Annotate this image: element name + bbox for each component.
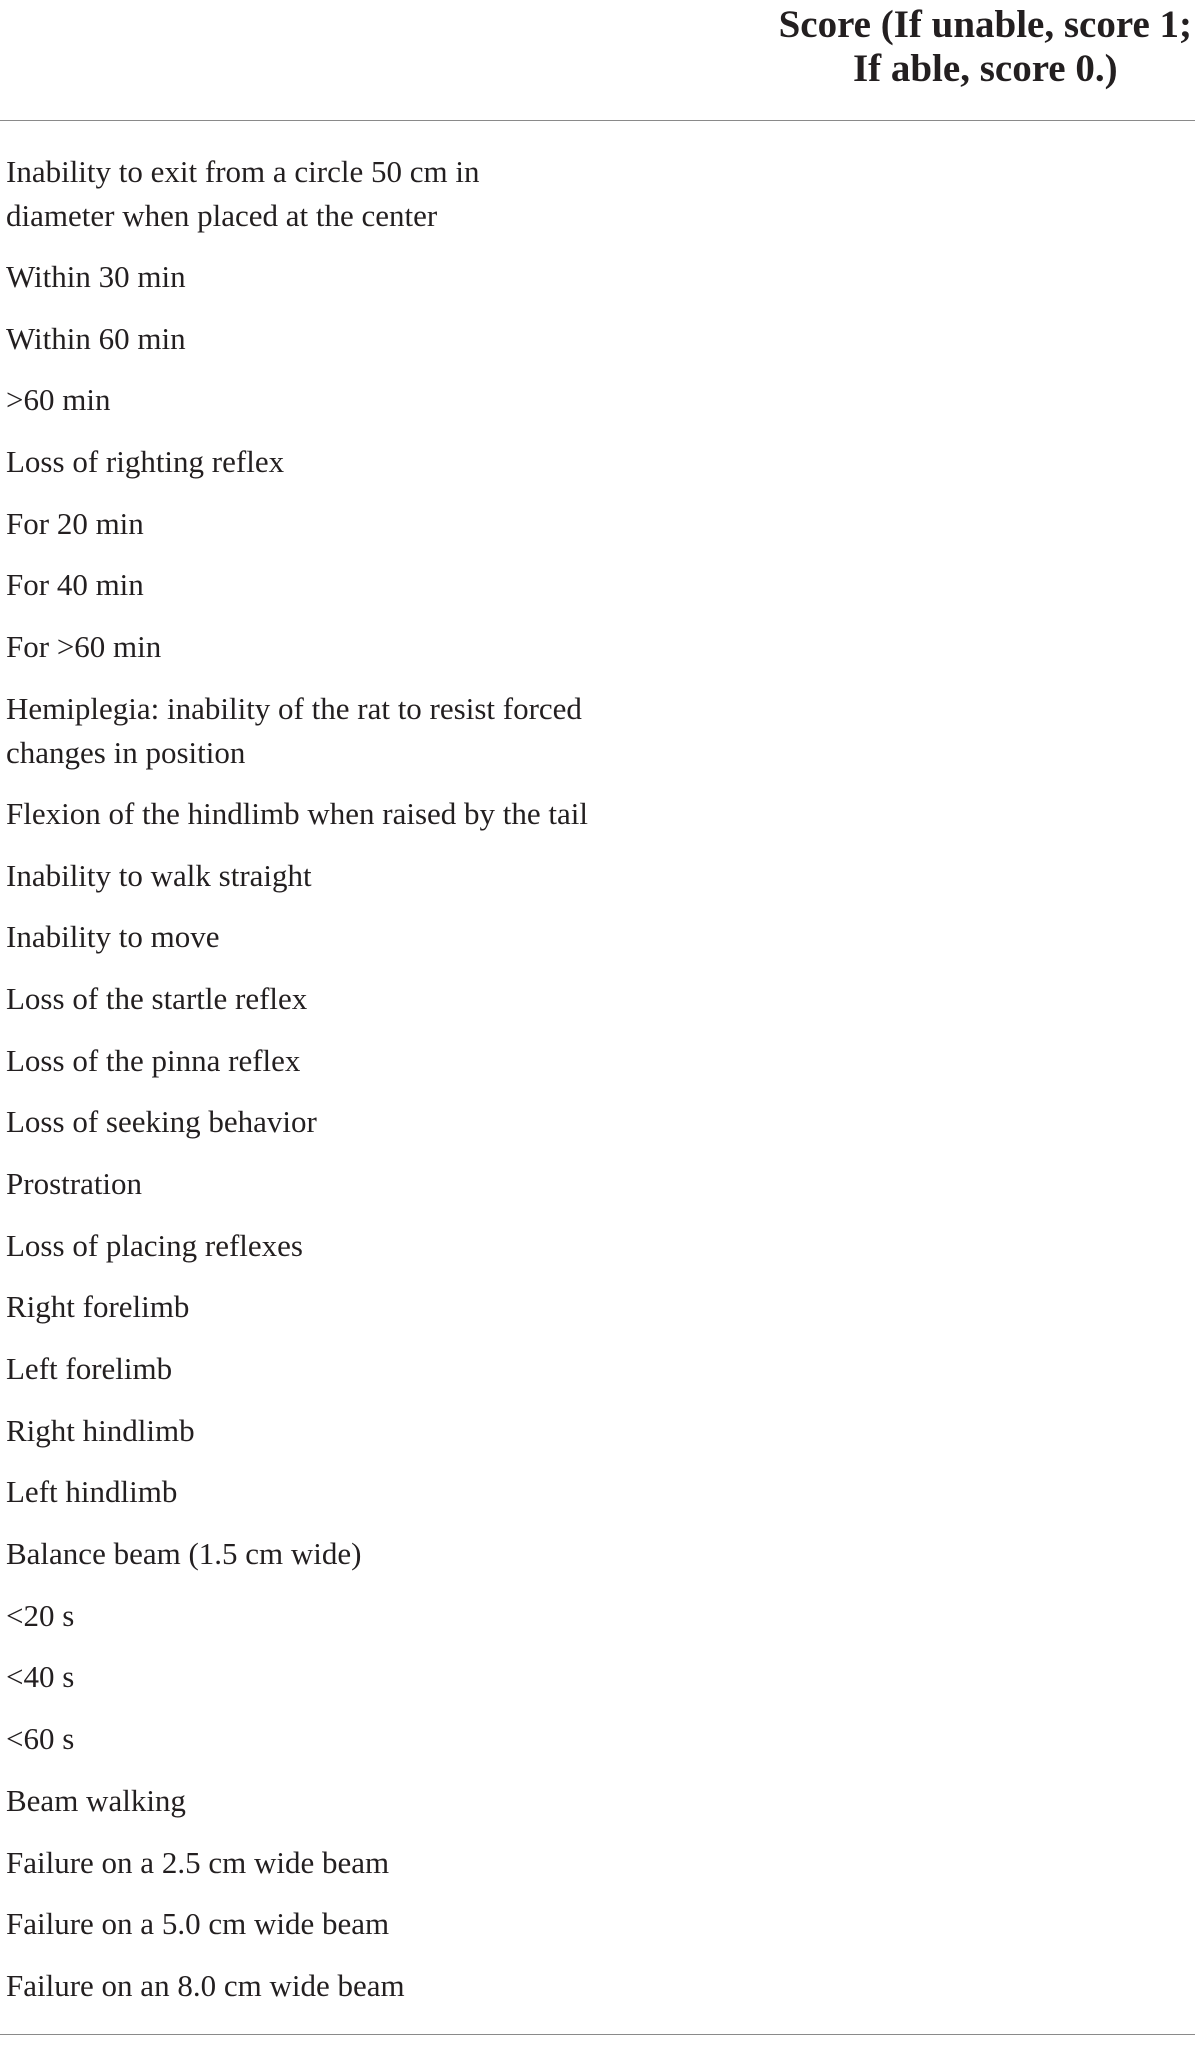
table-row: Balance beam (1.5 cm wide) [6, 1536, 362, 1572]
table-row: <20 s [6, 1597, 75, 1633]
table-row: For 40 min [6, 567, 144, 603]
score-column-header [779, 0, 1192, 91]
table-row: Inability to exit from a circle 50 cm in diameter when placed at the center [6, 154, 480, 233]
table-bottom-rule [0, 2034, 1195, 2035]
table-row: Within 60 min [6, 320, 186, 356]
score-header-line-1: Score (If unable, score 1; [778, 3, 1192, 46]
table-row: >60 min [6, 382, 111, 418]
table-row: Loss of the pinna reflex [6, 1042, 301, 1078]
table-row: <40 s [6, 1659, 75, 1695]
table-row: Loss of placing reflexes [6, 1227, 303, 1263]
table-row: Beam walking [6, 1782, 186, 1818]
table-top-rule [0, 120, 1195, 121]
table-row: <60 s [6, 1721, 75, 1757]
table-row: Loss of seeking behavior [6, 1104, 317, 1140]
table-row: Flexion of the hindlimb when raised by the tail [6, 795, 589, 831]
table-row: Left hindlimb [6, 1474, 178, 1510]
table-row: Left forelimb [6, 1351, 173, 1386]
table-row: Right hindlimb [6, 1412, 195, 1448]
table-row: For >60 min [6, 629, 162, 665]
table-row: Within 30 min [6, 259, 186, 294]
table-row: Failure on a 5.0 cm wide beam [6, 1906, 390, 1942]
criteria-list [6, 150, 706, 2026]
table-row: Loss of the startle reflex [6, 980, 308, 1016]
table-row: Hemiplegia: inability of the rat to resist forced changes in position [6, 690, 582, 770]
table-row: Failure on an 8.0 cm wide beam [6, 1967, 405, 2003]
table-row: Failure on a 2.5 cm wide beam [6, 1844, 390, 1880]
score-header-line-2: If able, score 0.) [852, 47, 1118, 90]
table-row: Prostration [6, 1165, 143, 1201]
table-row: For 20 min [6, 505, 144, 541]
table-row: Right forelimb [6, 1289, 190, 1325]
table-row: Inability to move [6, 919, 220, 955]
table-row: Inability to walk straight [6, 857, 312, 893]
table-row: Loss of righting reflex [6, 444, 285, 480]
